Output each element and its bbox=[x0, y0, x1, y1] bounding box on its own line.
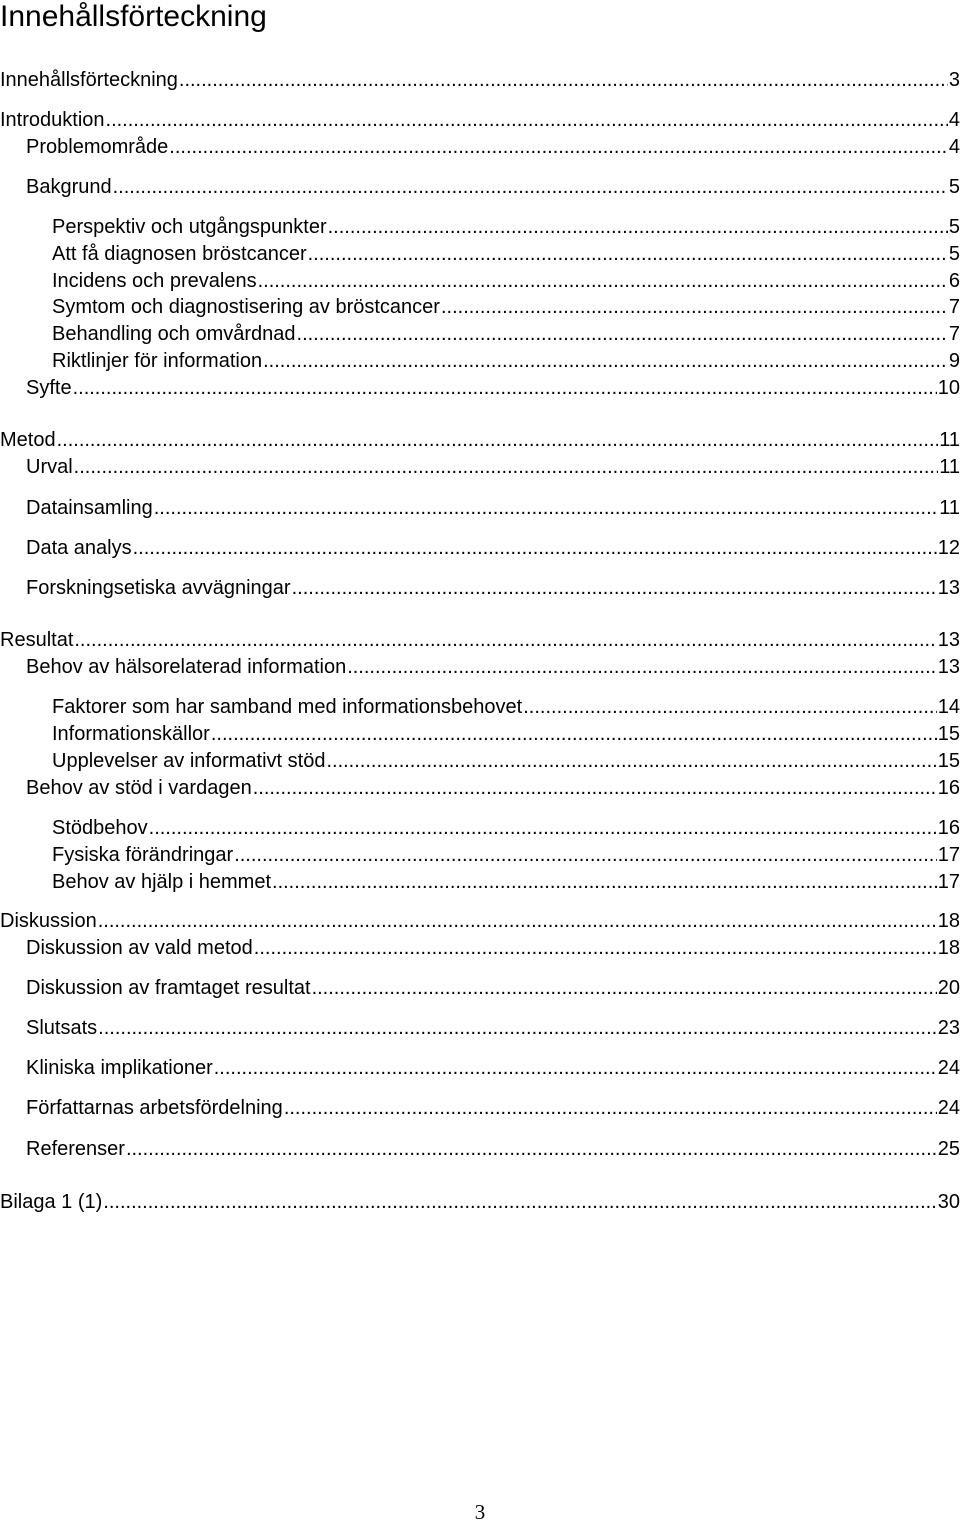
toc-entry[interactable] bbox=[0, 454, 960, 480]
toc-entry-title: Behov av hälsorelaterad information bbox=[26, 656, 347, 678]
toc-dot-leader bbox=[57, 427, 939, 453]
toc-entry-title: Behandling och omvårdnad bbox=[52, 323, 296, 345]
toc-entry-title: Faktorer som har samband med informationsbehovet bbox=[52, 696, 523, 718]
toc-entry-title: Informationskällor bbox=[52, 723, 210, 745]
toc-entry-page: 4 bbox=[948, 136, 960, 158]
toc-entry[interactable] bbox=[0, 1055, 960, 1081]
toc-entry-title: Innehållsförteckning bbox=[0, 69, 178, 91]
toc-entry-title: Urval bbox=[26, 456, 73, 478]
toc-entry[interactable] bbox=[0, 748, 960, 774]
toc-entry-page: 11 bbox=[939, 497, 960, 519]
toc-entry-page: 5 bbox=[948, 176, 960, 198]
toc-entry-page: 30 bbox=[937, 1191, 960, 1213]
toc-entry-page: 12 bbox=[937, 537, 960, 559]
toc-dot-leader bbox=[292, 575, 937, 601]
toc-entry[interactable] bbox=[0, 107, 960, 133]
toc-dot-leader bbox=[312, 975, 937, 1001]
toc-entry[interactable] bbox=[0, 654, 960, 680]
toc-entry[interactable] bbox=[0, 775, 960, 801]
toc-entry[interactable] bbox=[0, 908, 960, 934]
toc-entry-title: Problemområde bbox=[26, 136, 169, 158]
toc-entry[interactable] bbox=[0, 721, 960, 747]
toc-entry[interactable] bbox=[0, 348, 960, 374]
toc-entry[interactable] bbox=[0, 67, 960, 93]
toc-entry-page: 6 bbox=[948, 270, 960, 292]
toc-dot-leader bbox=[284, 1095, 937, 1121]
toc-entry-title: Perspektiv och utgångspunkter bbox=[52, 216, 327, 238]
toc-entry-page: 11 bbox=[939, 429, 960, 451]
toc-entry-page: 4 bbox=[948, 109, 960, 131]
toc-entry[interactable] bbox=[0, 1015, 960, 1041]
toc-dot-leader bbox=[214, 1055, 937, 1081]
toc-entry-title: Att få diagnosen bröstcancer bbox=[52, 243, 307, 265]
toc-entry-page: 18 bbox=[937, 937, 960, 959]
toc-dot-leader bbox=[272, 869, 937, 895]
toc-entry-title: Stödbehov bbox=[52, 817, 148, 839]
page-title: Innehållsförteckning bbox=[0, 0, 267, 33]
toc-dot-leader bbox=[326, 748, 936, 774]
toc-entry-page: 25 bbox=[937, 1138, 960, 1160]
toc-entry[interactable] bbox=[0, 214, 960, 240]
toc-entry-page: 13 bbox=[937, 577, 960, 599]
toc-entry[interactable] bbox=[0, 869, 960, 895]
toc-entry[interactable] bbox=[0, 815, 960, 841]
toc-dot-leader bbox=[211, 721, 937, 747]
toc-entry-title: Diskussion bbox=[0, 910, 97, 932]
toc-entry[interactable] bbox=[0, 1095, 960, 1121]
toc-entry-page: 24 bbox=[937, 1057, 960, 1079]
toc-dot-leader bbox=[74, 627, 936, 653]
toc-dot-leader bbox=[328, 214, 948, 240]
toc-entry-page: 24 bbox=[937, 1097, 960, 1119]
toc-entry[interactable] bbox=[0, 575, 960, 601]
toc-entry-page: 18 bbox=[937, 910, 960, 932]
toc-entry-page: 16 bbox=[937, 777, 960, 799]
toc-dot-leader bbox=[103, 1189, 936, 1215]
toc-dot-leader bbox=[98, 908, 937, 934]
toc-entry-title: Fysiska förändringar bbox=[52, 844, 234, 866]
toc-entry[interactable] bbox=[0, 935, 960, 961]
toc-entry[interactable] bbox=[0, 321, 960, 347]
toc-dot-leader bbox=[234, 842, 937, 868]
toc-entry-title: Resultat bbox=[0, 629, 74, 651]
toc-entry-page: 15 bbox=[937, 750, 960, 772]
toc-entry-title: Referenser bbox=[26, 1138, 125, 1160]
toc-dot-leader bbox=[523, 694, 937, 720]
toc-entry-page: 7 bbox=[948, 296, 960, 318]
toc-entry-title: Symtom och diagnostisering av bröstcancer bbox=[52, 296, 440, 318]
toc-entry[interactable] bbox=[0, 694, 960, 720]
toc-entry[interactable] bbox=[0, 535, 960, 561]
toc-dot-leader bbox=[308, 241, 948, 267]
toc-dot-leader bbox=[74, 454, 939, 480]
toc-entry-title: Slutsats bbox=[26, 1017, 98, 1039]
toc-entry-title: Syfte bbox=[26, 377, 72, 399]
toc-dot-leader bbox=[133, 535, 937, 561]
toc-entry-page: 5 bbox=[948, 216, 960, 238]
toc-dot-leader bbox=[106, 107, 948, 133]
toc-dot-leader bbox=[254, 935, 937, 961]
toc-entry-page: 13 bbox=[937, 656, 960, 678]
toc-entry-page: 15 bbox=[937, 723, 960, 745]
toc-dot-leader bbox=[347, 654, 937, 680]
toc-dot-leader bbox=[258, 268, 948, 294]
toc-entry-page: 11 bbox=[939, 456, 960, 478]
toc-dot-leader bbox=[169, 134, 948, 160]
toc-entry-page: 10 bbox=[937, 377, 960, 399]
toc-dot-leader bbox=[253, 775, 937, 801]
toc-entry[interactable] bbox=[0, 842, 960, 868]
toc-entry-page: 16 bbox=[937, 817, 960, 839]
toc-dot-leader bbox=[154, 495, 939, 521]
toc-dot-leader bbox=[126, 1136, 937, 1162]
toc-entry[interactable] bbox=[0, 294, 960, 320]
toc-entry[interactable] bbox=[0, 268, 960, 294]
toc-dot-leader bbox=[113, 174, 948, 200]
toc-entry-title: Metod bbox=[0, 429, 56, 451]
toc-entry-title: Kliniska implikationer bbox=[26, 1057, 213, 1079]
toc-entry-title: Behov av stöd i vardagen bbox=[26, 777, 252, 799]
toc-dot-leader bbox=[73, 375, 937, 401]
toc-entry[interactable] bbox=[0, 241, 960, 267]
page-number: 3 bbox=[474, 1500, 486, 1524]
toc-dot-leader bbox=[149, 815, 937, 841]
toc-entry-title: Data analys bbox=[26, 537, 132, 559]
toc-entry-page: 5 bbox=[948, 243, 960, 265]
toc-entry-title: Riktlinjer för information bbox=[52, 350, 263, 372]
toc-entry[interactable] bbox=[0, 427, 960, 453]
toc-entry-title: Datainsamling bbox=[26, 497, 153, 519]
toc-entry-title: Bakgrund bbox=[26, 176, 112, 198]
toc-entry-title: Bilaga 1 (1) bbox=[0, 1191, 103, 1213]
toc-entry-page: 7 bbox=[948, 323, 960, 345]
toc-entry-title: Introduktion bbox=[0, 109, 105, 131]
toc-entry-page: 17 bbox=[937, 844, 960, 866]
toc-entry-page: 23 bbox=[937, 1017, 960, 1039]
toc-entry[interactable] bbox=[0, 1136, 960, 1162]
toc-entry-page: 14 bbox=[937, 696, 960, 718]
toc-entry[interactable] bbox=[0, 627, 960, 653]
toc-entry-title: Författarnas arbetsfördelning bbox=[26, 1097, 283, 1119]
toc-entry-page: 20 bbox=[937, 977, 960, 999]
toc-entry-page: 17 bbox=[937, 871, 960, 893]
toc-entry-page: 9 bbox=[948, 350, 960, 372]
toc-entry-title: Incidens och prevalens bbox=[52, 270, 257, 292]
toc-entry-page: 13 bbox=[937, 629, 960, 651]
toc-entry[interactable] bbox=[0, 134, 960, 160]
toc-entry-title: Diskussion av vald metod bbox=[26, 937, 253, 959]
toc-entry-title: Diskussion av framtaget resultat bbox=[26, 977, 311, 999]
toc-entry-title: Upplevelser av informativt stöd bbox=[52, 750, 326, 772]
toc-dot-leader bbox=[179, 67, 948, 93]
toc-dot-leader bbox=[297, 321, 948, 347]
toc-entry-page: 3 bbox=[948, 69, 960, 91]
toc-dot-leader bbox=[263, 348, 948, 374]
toc-entry[interactable] bbox=[0, 495, 960, 521]
toc-dot-leader bbox=[441, 294, 948, 320]
toc-entry[interactable] bbox=[0, 1189, 960, 1215]
toc-entry[interactable] bbox=[0, 375, 960, 401]
toc-entry-title: Forskningsetiska avvägningar bbox=[26, 577, 291, 599]
toc-entry[interactable] bbox=[0, 174, 960, 200]
toc-entry[interactable] bbox=[0, 975, 960, 1001]
toc-entry-title: Behov av hjälp i hemmet bbox=[52, 871, 272, 893]
toc-dot-leader bbox=[98, 1015, 937, 1041]
